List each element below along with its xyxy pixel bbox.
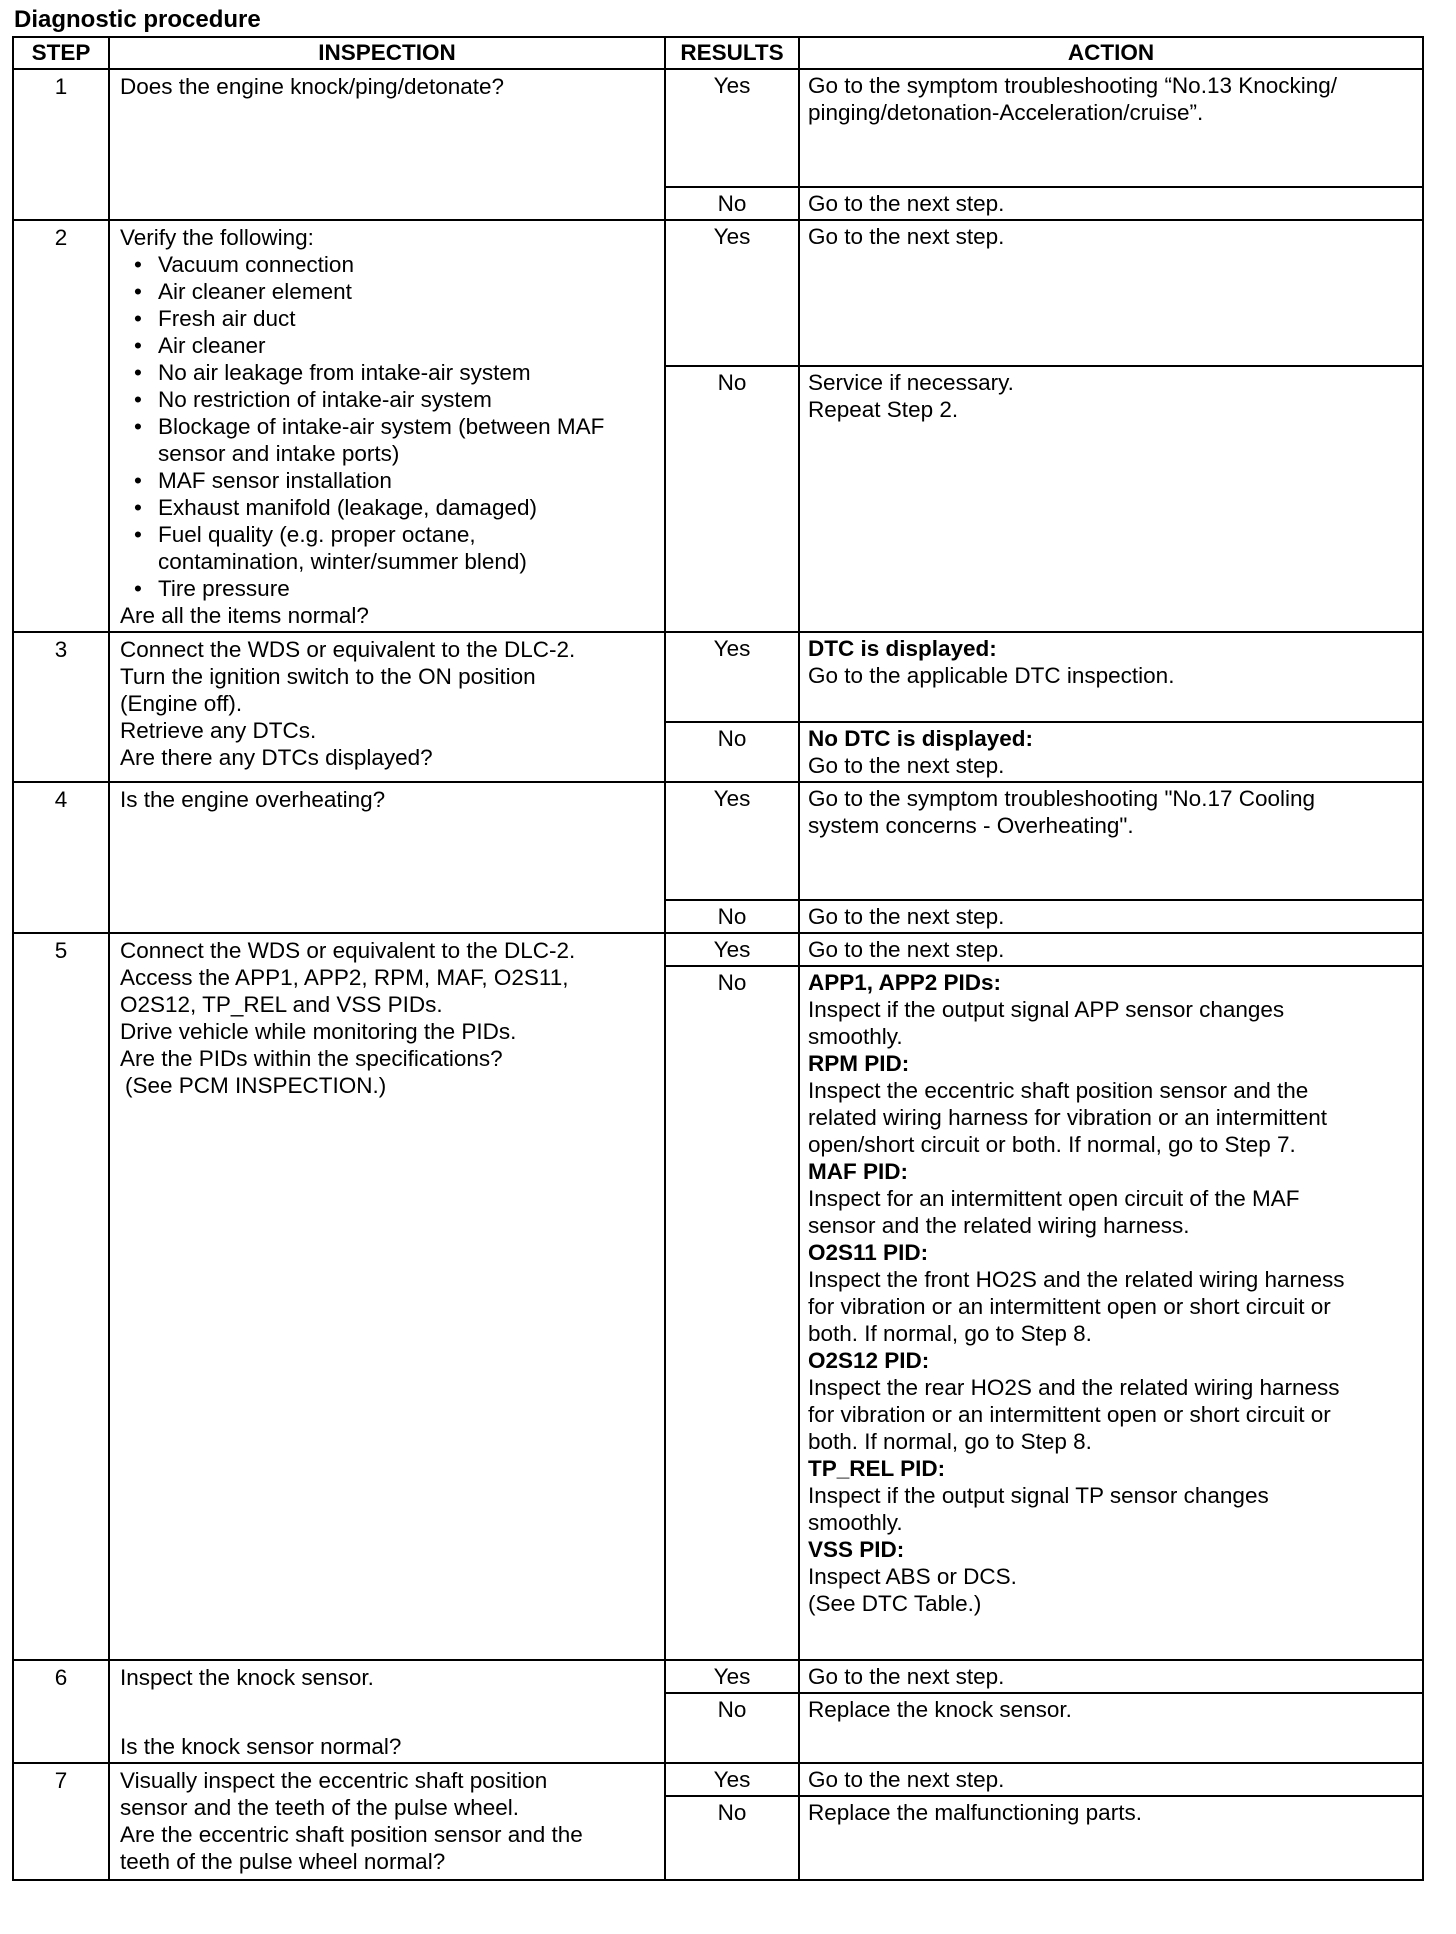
action-line: Inspect if the output signal TP sensor changes (808, 1483, 1269, 1508)
list-item (120, 521, 656, 575)
inspection-line: Visually inspect the eccentric shaft position (120, 1768, 548, 1793)
action-line: Inspect for an intermittent open circuit of the MAF (808, 1186, 1300, 1211)
header-row (13, 37, 1423, 69)
table-row (13, 1763, 1423, 1796)
action-cell (799, 632, 1423, 722)
list-item: • Air cleaner element (120, 278, 656, 305)
action-line: smoothly. (808, 1510, 903, 1535)
list-item: • No restriction of intake-air system (120, 386, 656, 413)
inspection-line: Verify the following: (120, 225, 314, 250)
list-item: • Fresh air duct (120, 305, 656, 332)
list-item: • Tire pressure (120, 575, 656, 602)
action-cell (799, 366, 1423, 632)
result-no: No (665, 722, 799, 782)
pid-heading: O2S11 PID: (808, 1240, 929, 1265)
action-line: Go to the next step. (808, 937, 1005, 962)
list-line: contamination, winter/summer blend) (158, 549, 527, 574)
inspection-line: Drive vehicle while monitoring the PIDs. (120, 1019, 517, 1044)
list-item (120, 413, 656, 467)
action-cell (799, 782, 1423, 900)
inspection-line: Are the PIDs within the specifications? (120, 1046, 503, 1071)
inspection-cell (109, 1660, 665, 1763)
action-line: Inspect ABS or DCS. (808, 1564, 1017, 1589)
inspection-cell (109, 933, 665, 1660)
pid-heading: VSS PID: (808, 1537, 905, 1562)
action-line: Replace the knock sensor. (808, 1697, 1072, 1722)
inspection-line: Inspect the knock sensor. (120, 1665, 374, 1690)
inspection-cell (109, 632, 665, 782)
pid-heading: RPM PID: (808, 1051, 910, 1076)
table-row (13, 220, 1423, 366)
action-line: Go to the symptom troubleshooting "No.17 Cooling (808, 786, 1316, 811)
result-yes: Yes (665, 782, 799, 900)
action-cell (799, 1763, 1423, 1796)
action-line: Go to the next step. (808, 753, 1005, 778)
table-row (13, 782, 1423, 900)
inspection-line: Access the APP1, APP2, RPM, MAF, O2S11, (120, 965, 569, 990)
action-line: Go to the next step. (808, 191, 1005, 216)
action-line: Go to the applicable DTC inspection. (808, 663, 1175, 688)
inspection-cell (109, 1763, 665, 1880)
action-line: smoothly. (808, 1024, 903, 1049)
action-cell (799, 69, 1423, 187)
result-no: No (665, 1796, 799, 1880)
result-no: No (665, 366, 799, 632)
result-no: No (665, 187, 799, 220)
page-title: Diagnostic procedure (14, 6, 261, 33)
step-number: 4 (13, 782, 109, 933)
action-line: for vibration or an intermittent open or short circuit or (808, 1294, 1331, 1319)
header-results: RESULTS (665, 37, 799, 69)
inspection-line: Are all the items normal? (120, 603, 369, 628)
action-line: both. If normal, go to Step 8. (808, 1429, 1092, 1454)
inspection-line: (Engine off). (120, 691, 243, 716)
inspection-line: Is the knock sensor normal? (120, 1734, 402, 1759)
header-inspection: INSPECTION (109, 37, 665, 69)
result-yes: Yes (665, 69, 799, 187)
inspection-cell (109, 69, 665, 220)
inspection-line: sensor and the teeth of the pulse wheel. (120, 1795, 520, 1820)
action-line: Go to the next step. (808, 904, 1005, 929)
inspection-line: Is the engine overheating? (120, 787, 386, 812)
action-heading: DTC is displayed: (808, 636, 997, 661)
action-line: Go to the next step. (808, 1664, 1005, 1689)
action-line: for vibration or an intermittent open or short circuit or (808, 1402, 1331, 1427)
list-item: • MAF sensor installation (120, 467, 656, 494)
action-line: pinging/detonation-Acceleration/cruise”. (808, 100, 1204, 125)
pid-heading: TP_REL PID: (808, 1456, 946, 1481)
action-cell (799, 1660, 1423, 1693)
action-line: Go to the symptom troubleshooting “No.13 Knocking/ (808, 73, 1338, 98)
inspection-line: Connect the WDS or equivalent to the DLC-2. (120, 637, 576, 662)
result-yes: Yes (665, 632, 799, 722)
inspection-cell (109, 782, 665, 933)
table-row (13, 69, 1423, 187)
list-line: Blockage of intake-air system (between MAF (158, 414, 605, 439)
result-yes: Yes (665, 220, 799, 366)
list-item: • Vacuum connection (120, 251, 656, 278)
inspection-line: Turn the ignition switch to the ON position (120, 664, 536, 689)
table-row (13, 1660, 1423, 1693)
list-line: sensor and intake ports) (158, 441, 400, 466)
result-no: No (665, 900, 799, 933)
inspection-line: Are there any DTCs displayed? (120, 745, 433, 770)
action-line: Service if necessary. (808, 370, 1014, 396)
step-number: 6 (13, 1660, 109, 1763)
result-no: No (665, 1693, 799, 1763)
header-action: ACTION (799, 37, 1423, 69)
list-item: • Air cleaner (120, 332, 656, 359)
action-cell (799, 900, 1423, 933)
action-cell (799, 1693, 1423, 1763)
action-heading: No DTC is displayed: (808, 726, 1034, 751)
action-line: Inspect the eccentric shaft position sensor and the (808, 1078, 1309, 1103)
action-line: related wiring harness for vibration or an intermittent (808, 1105, 1327, 1130)
result-yes: Yes (665, 933, 799, 966)
list-line: Fuel quality (e.g. proper octane, (158, 522, 476, 547)
action-line: (See DTC Table.) (808, 1591, 982, 1616)
action-line: Go to the next step. (808, 1767, 1005, 1792)
pid-heading: APP1, APP2 PIDs: (808, 970, 1001, 995)
step-number: 1 (13, 69, 109, 220)
list-item: • Exhaust manifold (leakage, damaged) (120, 494, 656, 521)
action-cell (799, 966, 1423, 1660)
table-row (13, 632, 1423, 722)
action-cell (799, 933, 1423, 966)
step-number: 5 (13, 933, 109, 1660)
inspection-cell (109, 220, 665, 632)
inspection-line: Connect the WDS or equivalent to the DLC-2. (120, 938, 576, 963)
action-line: system concerns - Overheating". (808, 813, 1134, 838)
checklist (120, 251, 656, 602)
action-cell (799, 1796, 1423, 1880)
inspection-line: Retrieve any DTCs. (120, 718, 317, 743)
result-yes: Yes (665, 1660, 799, 1693)
list-item: • No air leakage from intake-air system (120, 359, 656, 386)
action-cell (799, 722, 1423, 782)
action-line: Inspect the rear HO2S and the related wiring harness (808, 1375, 1340, 1400)
step-number: 3 (13, 632, 109, 782)
action-line: Inspect if the output signal APP sensor changes (808, 997, 1285, 1022)
inspection-line: O2S12, TP_REL and VSS PIDs. (120, 992, 443, 1017)
step-number: 2 (13, 220, 109, 632)
action-line: Go to the next step. (808, 224, 1005, 249)
action-line: Replace the malfunctioning parts. (808, 1800, 1142, 1825)
inspection-line: (See PCM INSPECTION.) (125, 1073, 387, 1098)
diagnostic-table (12, 36, 1424, 1881)
action-cell (799, 220, 1423, 366)
action-line: both. If normal, go to Step 8. (808, 1321, 1092, 1346)
pid-heading: MAF PID: (808, 1159, 908, 1184)
inspection-line: Does the engine knock/ping/detonate? (120, 74, 505, 99)
action-line: open/short circuit or both. If normal, go to Step 7. (808, 1132, 1296, 1157)
step-number: 7 (13, 1763, 109, 1880)
action-line: Inspect the front HO2S and the related wiring harness (808, 1267, 1345, 1292)
inspection-line: Are the eccentric shaft position sensor and the (120, 1822, 583, 1847)
pid-heading: O2S12 PID: (808, 1348, 930, 1373)
header-step: STEP (13, 37, 109, 69)
result-yes: Yes (665, 1763, 799, 1796)
inspection-line: teeth of the pulse wheel normal? (120, 1849, 446, 1874)
action-line: sensor and the related wiring harness. (808, 1213, 1190, 1238)
action-line: Repeat Step 2. (808, 397, 959, 423)
result-no: No (665, 966, 799, 1660)
action-cell (799, 187, 1423, 220)
table-row (13, 933, 1423, 966)
